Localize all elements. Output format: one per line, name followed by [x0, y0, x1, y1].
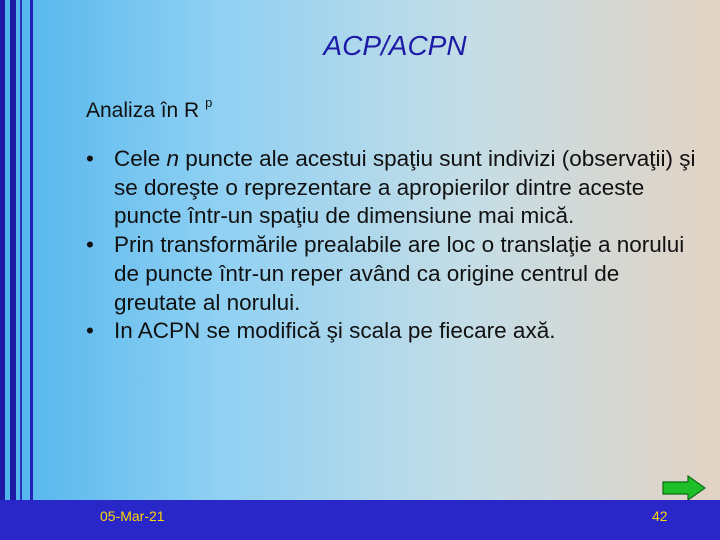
bullet-marker: •: [86, 146, 94, 171]
bullet-list: [86, 145, 698, 346]
slide-title: ACP/ACPN: [323, 30, 467, 61]
slide-subtitle: [86, 97, 212, 123]
left-bar: [10, 0, 16, 500]
footer-date: 05-Mar-21: [100, 508, 165, 524]
bullet-text: puncte ale acestui spaţiu sunt indivizi (observaţii) şi se doreşte o reprezentare a apropierilor dintre aceste puncte într-un spaţiu de dimensiune mai mică.: [114, 146, 696, 229]
bullet-marker: •: [86, 232, 94, 258]
subtitle-text: Analiza în R: [86, 99, 200, 122]
bullet-marker: •: [86, 318, 94, 344]
page-number: 42: [652, 508, 668, 524]
subtitle-superscript: p: [205, 95, 213, 110]
bullet-text: Prin transformările prealabile are loc o translaţie a norului de puncte într-un reper având ca origine centrul de greutate al norului.: [114, 232, 685, 315]
right-arrow-icon[interactable]: [662, 475, 706, 501]
bullet-item: [86, 145, 698, 231]
footer-bar: [0, 500, 720, 540]
bullet-text: In ACPN se modifică şi scala pe fiecare axă.: [114, 318, 556, 344]
bullet-text-italic: n: [166, 146, 180, 171]
bullet-item: [86, 317, 698, 346]
bullet-text: Cele: [114, 146, 167, 171]
left-bar: [30, 0, 33, 500]
left-bar: [20, 0, 22, 500]
bullet-item: [86, 231, 698, 317]
left-bar: [0, 0, 5, 500]
